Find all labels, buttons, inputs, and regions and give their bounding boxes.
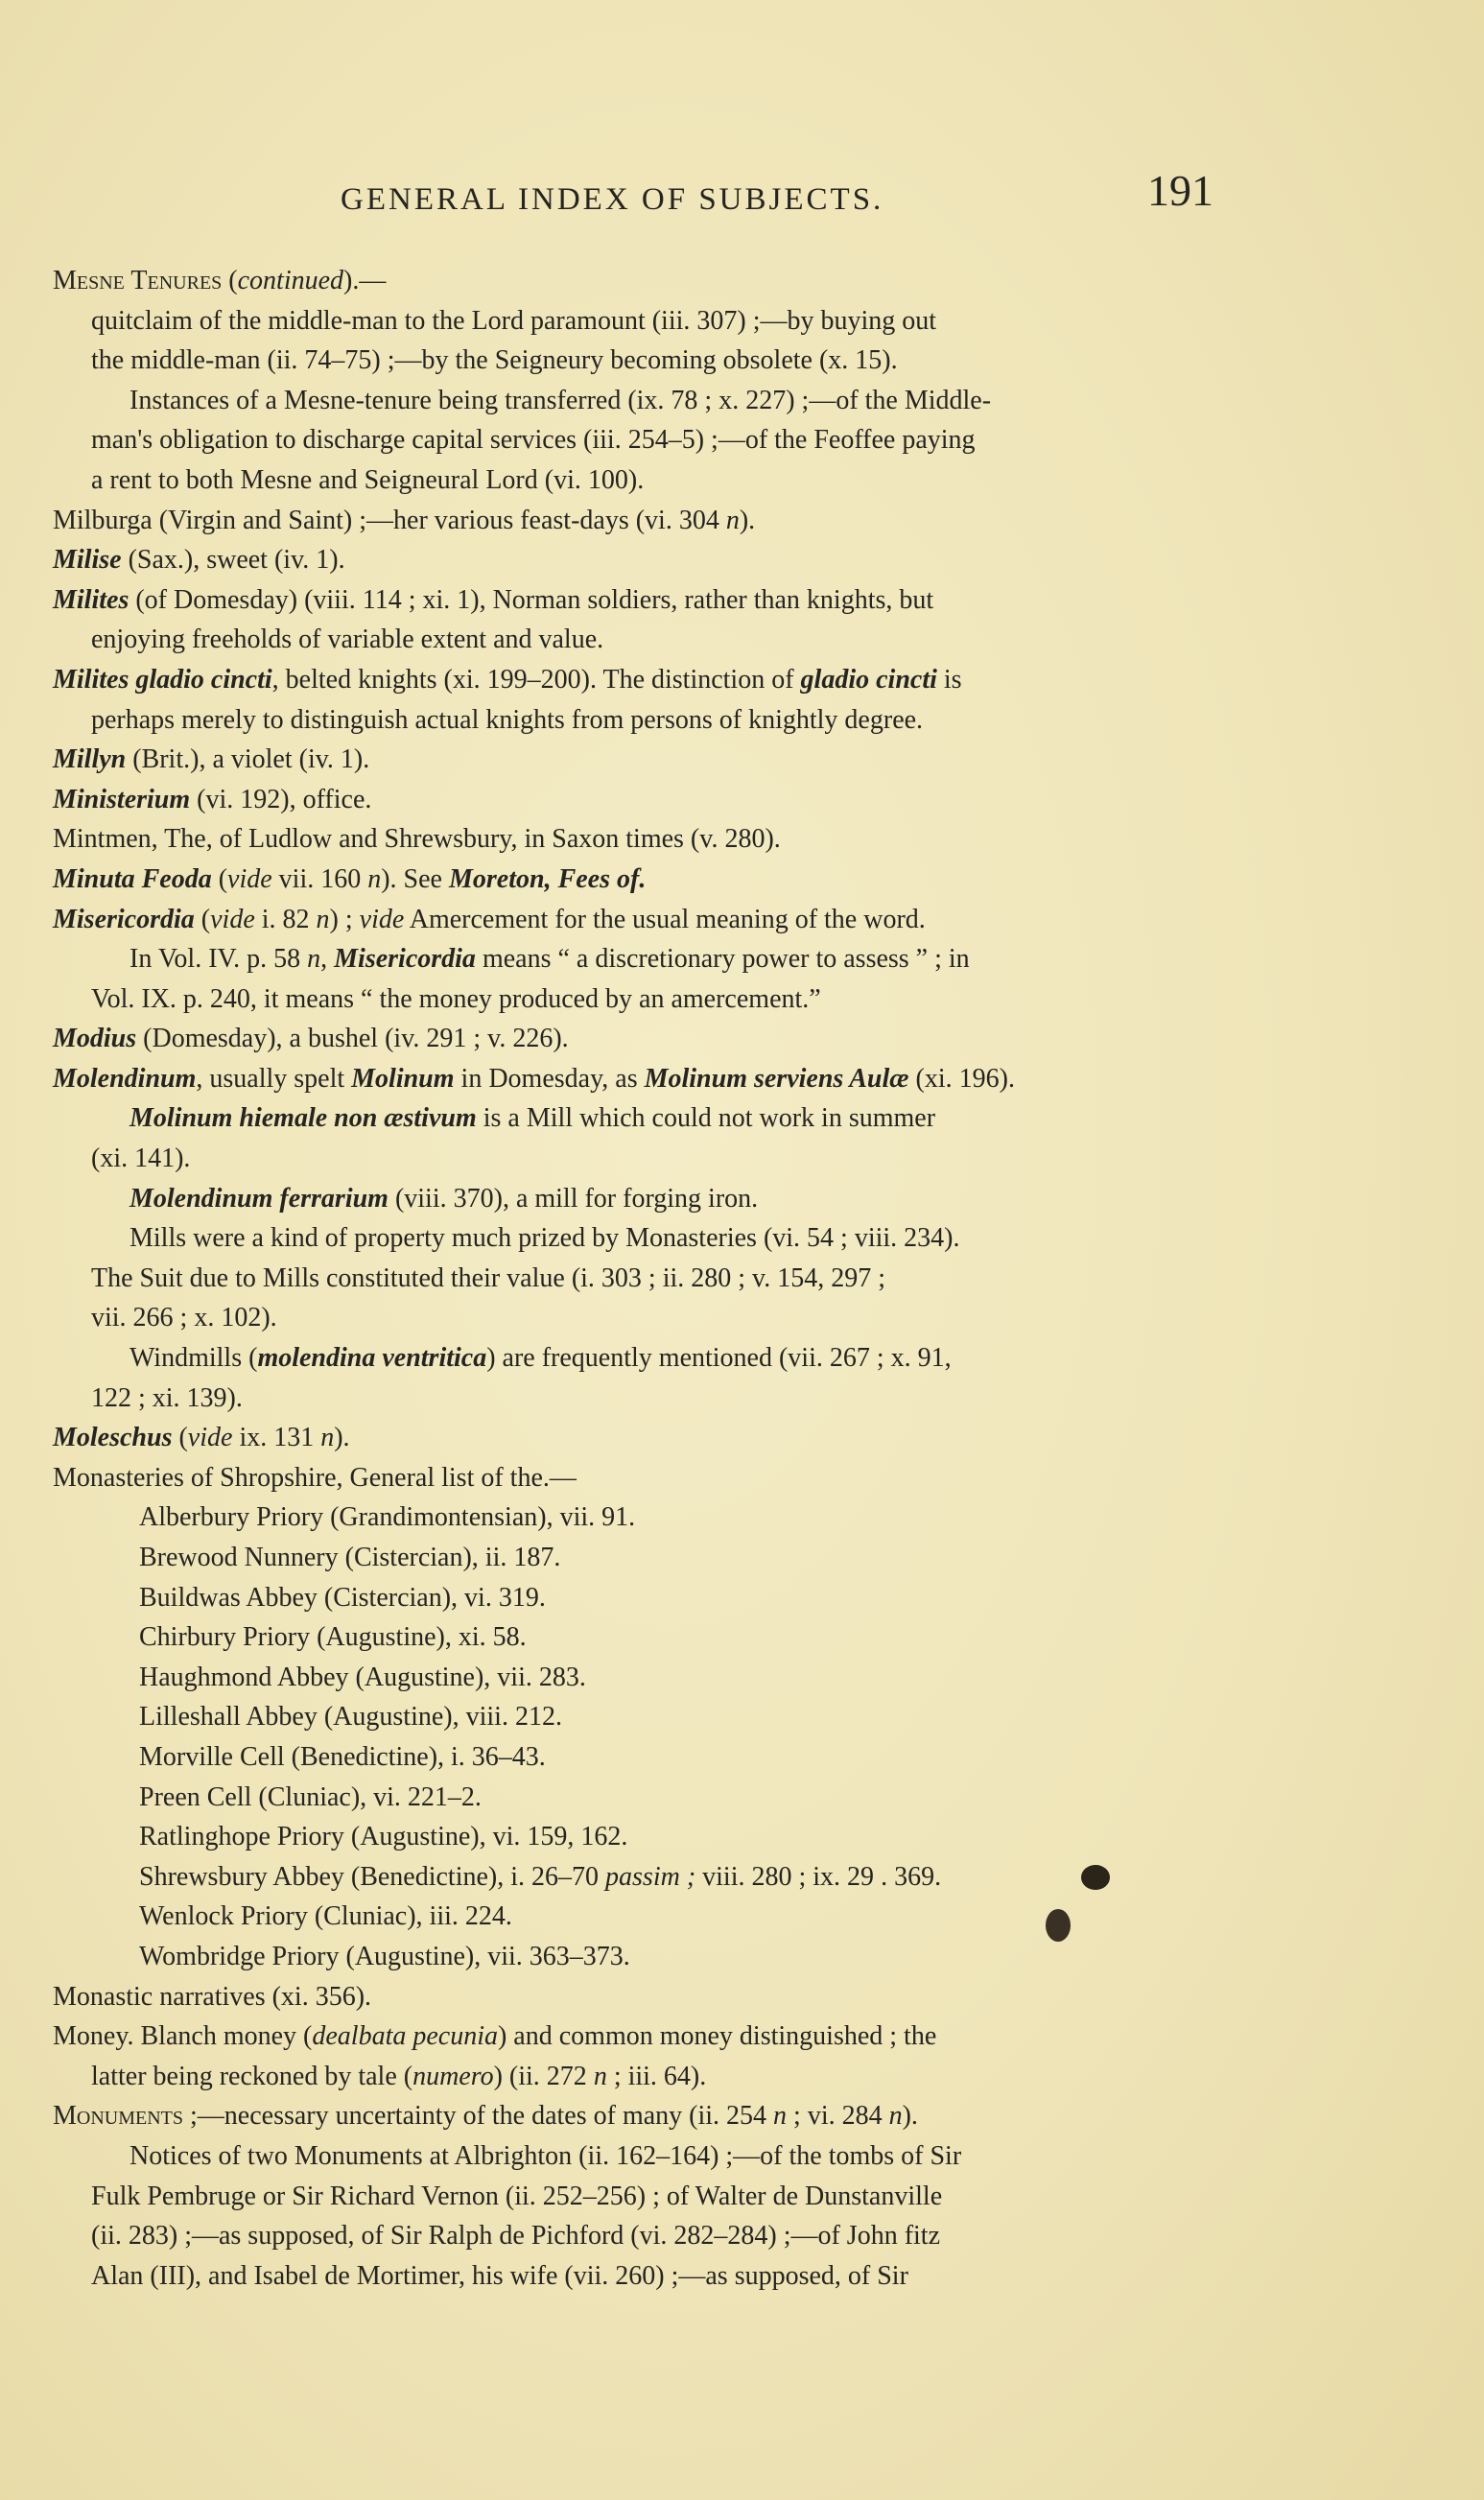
index-line: Misericordia (vide i. 82 n) ; vide Amercement for the usual meaning of the word. xyxy=(53,904,926,934)
index-line: Fulk Pembruge or Sir Richard Vernon (ii. 252–256) ; of Walter de Dunstanville xyxy=(91,2181,943,2211)
index-line: vii. 266 ; x. 102). xyxy=(91,1303,277,1333)
index-line: Morville Cell (Benedictine), i. 36–43. xyxy=(139,1741,546,1772)
index-line: Notices of two Monuments at Albrighton (ii. 162–164) ;—of the tombs of Sir xyxy=(130,2140,962,2171)
index-line: Alberbury Priory (Grandimontensian), vii. 91. xyxy=(139,1502,636,1533)
index-line: Wenlock Priory (Cluniac), iii. 224. xyxy=(139,1901,512,1932)
index-line: Mintmen, The, of Ludlow and Shrewsbury, in Saxon times (v. 280). xyxy=(53,824,781,855)
index-line: Modius (Domesday), a bushel (iv. 291 ; v. 226). xyxy=(53,1024,569,1054)
index-line: latter being reckoned by tale (numero) (ii. 272 n ; iii. 64). xyxy=(91,2061,707,2091)
index-line: quitclaim of the middle-man to the Lord paramount (iii. 307) ;—by buying out xyxy=(91,305,937,336)
index-line: Mills were a kind of property much prized by Monasteries (vi. 54 ; viii. 234). xyxy=(130,1223,960,1254)
index-line: Milites (of Domesday) (viii. 114 ; xi. 1), Norman soldiers, rather than knights, but xyxy=(53,584,934,615)
index-line: Vol. IX. p. 240, it means “ the money produced by an amercement.” xyxy=(91,983,821,1014)
index-line: Millyn (Brit.), a violet (iv. 1). xyxy=(53,744,370,775)
index-line: In Vol. IV. p. 58 n, Misericordia means “ a discretionary power to assess ” ; in xyxy=(130,944,970,975)
index-line: Ratlinghope Priory (Augustine), vi. 159, 162. xyxy=(139,1822,628,1852)
index-line: Alan (III), and Isabel de Mortimer, his wife (vii. 260) ;—as supposed, of Sir xyxy=(91,2260,908,2291)
index-line: Shrewsbury Abbey (Benedictine), i. 26–70 passim ; viii. 280 ; ix. 29 . 369. xyxy=(139,1861,942,1892)
index-line: Haughmond Abbey (Augustine), vii. 283. xyxy=(139,1662,586,1692)
running-header xyxy=(341,165,1213,223)
index-line: Chirbury Priory (Augustine), xi. 58. xyxy=(139,1622,527,1653)
index-line: Molendinum ferrarium (viii. 370), a mill for forging iron. xyxy=(130,1183,759,1214)
index-line: (xi. 141). xyxy=(91,1144,191,1174)
index-line: the middle-man (ii. 74–75) ;—by the Seigneury becoming obsolete (x. 15). xyxy=(91,345,898,376)
index-line: Mesne Tenures (continued).— xyxy=(53,266,387,295)
index-line: Ministerium (vi. 192), office. xyxy=(53,784,372,814)
index-line: Money. Blanch money (dealbata pecunia) and common money distinguished ; the xyxy=(53,2021,937,2052)
index-line: Minuta Feoda (vide vii. 160 n). See Moreton, Fees of. xyxy=(53,863,647,894)
index-line: Moleschus (vide ix. 131 n). xyxy=(53,1423,350,1453)
index-line: Windmills (molendina ventritica) are frequently mentioned (vii. 267 ; x. 91, xyxy=(130,1343,952,1374)
index-line: 122 ; xi. 139). xyxy=(91,1382,243,1413)
index-line: Brewood Nunnery (Cistercian), ii. 187. xyxy=(139,1543,561,1572)
index-line: Molendinum, usually spelt Molinum in Domesday, as Molinum serviens Aulæ (xi. 196). xyxy=(53,1063,1015,1094)
index-line: Milites gladio cincti, belted knights (xi. 199–200). The distinction of gladio cincti is xyxy=(53,664,962,695)
index-line: man's obligation to discharge capital services (iii. 254–5) ;—of the Feoffee paying xyxy=(91,425,976,456)
index-line: Monuments ;—necessary uncertainty of the dates of many (ii. 254 n ; vi. 284 n). xyxy=(53,2101,918,2132)
index-line: Milburga (Virgin and Saint) ;—her various feast-days (vi. 304 n). xyxy=(53,505,756,535)
index-line: Preen Cell (Cluniac), vi. 221–2. xyxy=(139,1781,482,1812)
index-line: Monasteries of Shropshire, General list of the.— xyxy=(53,1462,577,1493)
index-line: Wombridge Priory (Augustine), vii. 363–373. xyxy=(139,1941,630,1971)
index-line: Lilleshall Abbey (Augustine), viii. 212. xyxy=(139,1702,562,1733)
page-number: 191 xyxy=(1147,166,1213,215)
page-title: GENERAL INDEX OF SUBJECTS. xyxy=(341,182,884,217)
index-line: Instances of a Mesne-tenure being transferred (ix. 78 ; x. 227) ;—of the Middle- xyxy=(130,385,992,415)
ink-blot xyxy=(1081,1865,1110,1890)
index-line: Buildwas Abbey (Cistercian), vi. 319. xyxy=(139,1582,546,1613)
index-line: The Suit due to Mills constituted their value (i. 303 ; ii. 280 ; v. 154, 297 ; xyxy=(91,1262,885,1293)
index-body xyxy=(0,261,1484,2296)
index-line: enjoying freeholds of variable extent and value. xyxy=(91,625,604,655)
index-line: Milise (Sax.), sweet (iv. 1). xyxy=(53,545,345,576)
index-line: (ii. 283) ;—as supposed, of Sir Ralph de Pichford (vi. 282–284) ;—of John fitz xyxy=(91,2221,941,2252)
index-line: Molinum hiemale non æstivum is a Mill which could not work in summer xyxy=(130,1103,936,1134)
index-line: Monastic narratives (xi. 356). xyxy=(53,1981,372,2012)
index-line: a rent to both Mesne and Seigneural Lord (vi. 100). xyxy=(91,464,645,495)
ink-blot xyxy=(1046,1909,1071,1942)
index-line: perhaps merely to distinguish actual knights from persons of knightly degree. xyxy=(91,704,924,735)
